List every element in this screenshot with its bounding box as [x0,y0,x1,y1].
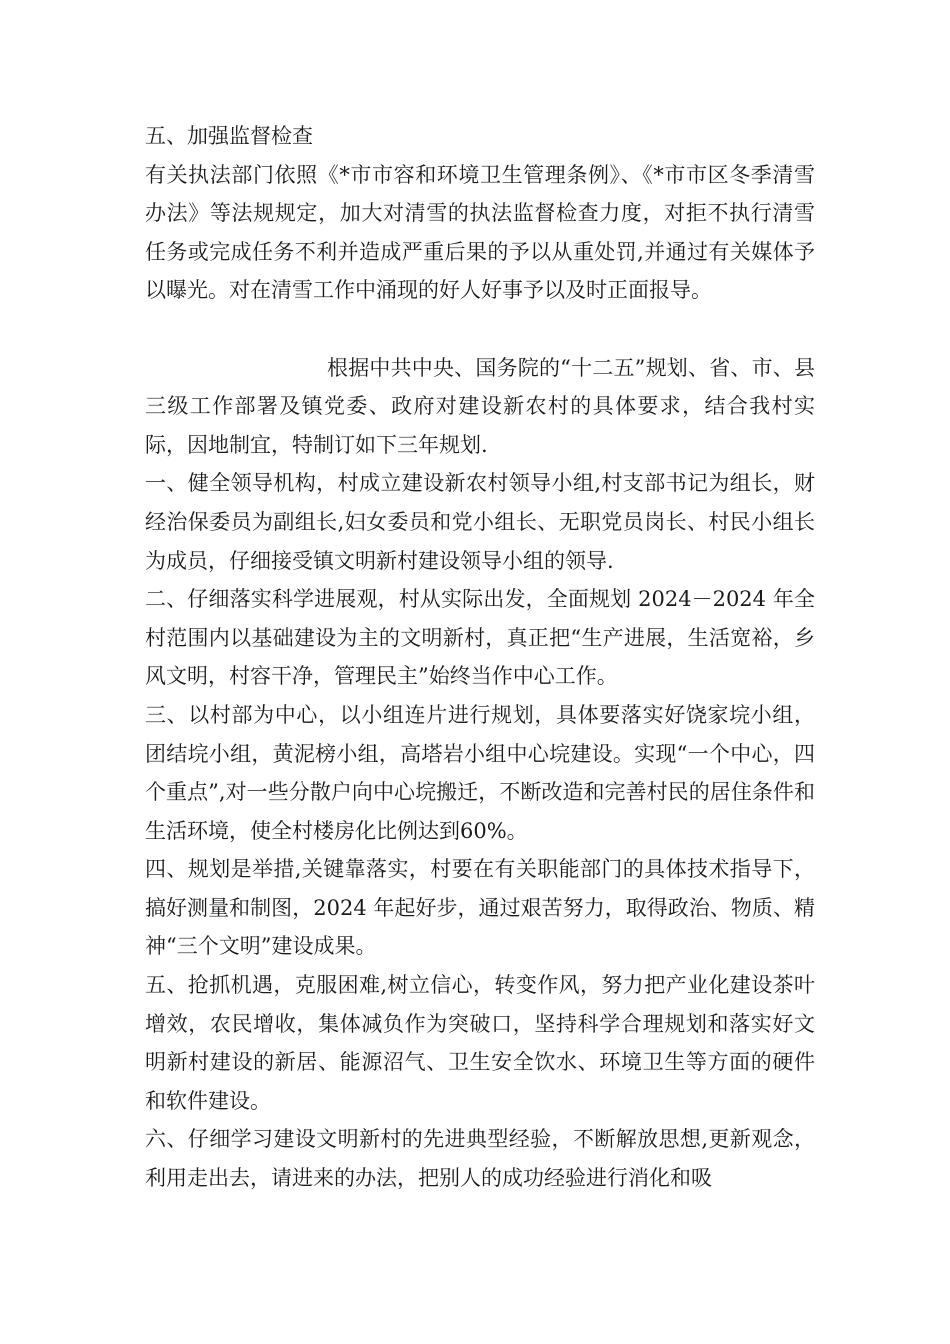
plan-item-5: 五、抢抓机遇，克服困难,树立信心，转变作风，努力把产业化建设茶叶增效，农民增收，集体减负作为突破口，坚持科学合理规划和落实好文明新村建设的新居、能源沼气、卫生安全饮水、环境卫生等方面的硬件和软件建设。 [145,973,815,1113]
paragraph-gap [145,310,815,349]
section-heading: 五、加强监督检查 [145,124,313,148]
plan-item-3: 三、以村部为中心，以小组连片进行规划，具体要落实好饶家垸小组，团结垸小组，黄泥榜小组，高塔岩小组中心垸建设。实现“一个中心，四个重点”,对一些分散户向中心垸搬迁，不断改造和完善村民的居住条件和生活环境，使全村楼房化比例达到60%。 [145,702,815,843]
plan-item-1: 一、健全领导机构，村成立建设新农村领导小组,村支部书记为组长，财经治保委员为副组长,妇女委员和党小组长、无职党员岗长、村民小组长为成员，仔细接受镇文明新村建设领导小组的领导. [145,471,815,573]
document-body [145,117,815,1198]
paragraph-intro: 根据中共中央、国务院的“十二五”规划、省、市、县三级工作部署及镇党委、政府对建设新农村的具体要求，结合我村实际，因地制宜，特制订如下三年规划. [145,355,815,457]
plan-item-6: 六、仔细学习建设文明新村的先进典型经验，不断解放思想,更新观念，利用走出去，请进来的办法，把别人的成功经验进行消化和吸 [145,1127,815,1191]
paragraph-supervision: 有关执法部门依照《*市市容和环境卫生管理条例》、《*市市区冬季清雪办法》等法规规定，加大对清雪的执法监督检查力度，对拒不执行清雪任务或完成任务不利并造成严重后果的予以从重处罚,并通过有关媒体予以曝光。对在清雪工作中涌现的好人好事予以及时正面报导。 [145,162,815,303]
plan-item-4: 四、规划是举措,关键靠落实，村要在有关职能部门的具体技术指导下，搞好测量和制图，2024 年起好步，通过艰苦努力，取得政治、物质、精神“三个文明”建设成果。 [145,857,815,959]
plan-item-2: 二、仔细落实科学进展观，村从实际出发，全面规划 2024－2024 年全村范围内以基础建设为主的文明新村，真正把“生产进展，生活宽裕，乡风文明，村容干净，管理民主”始终当作中心工作。 [145,587,815,689]
